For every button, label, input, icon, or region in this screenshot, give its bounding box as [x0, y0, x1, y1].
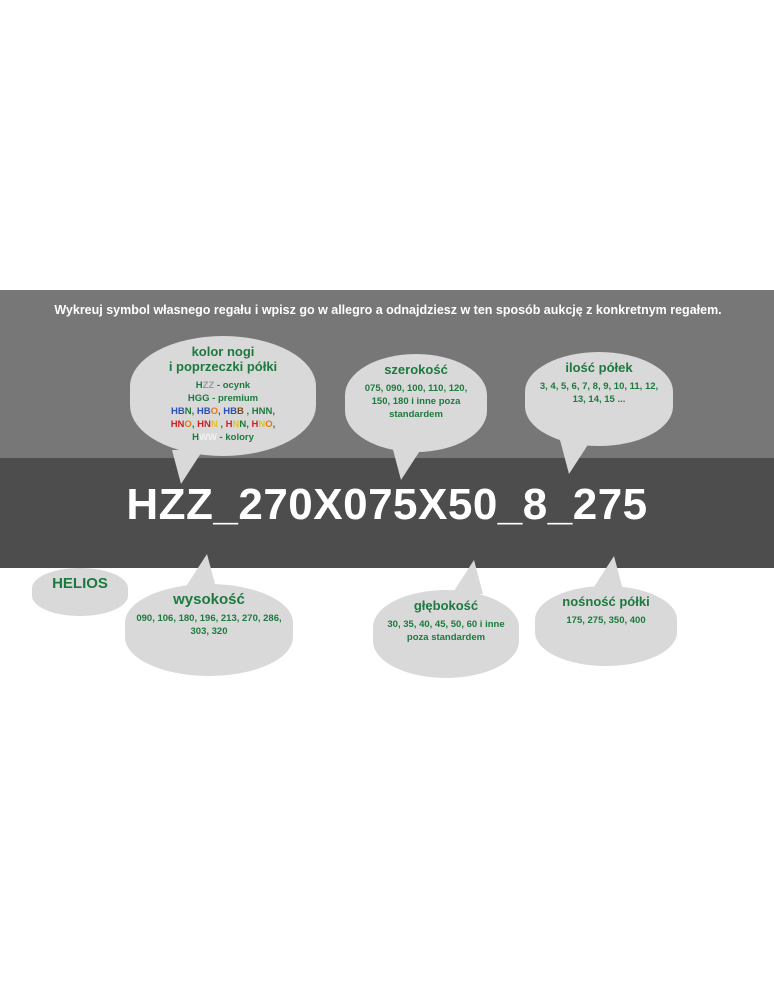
callout-tail-glebokosc — [452, 560, 483, 594]
callout-title-ilosc-polek: ilość półek — [565, 360, 633, 375]
symbol-explainer-diagram — [0, 290, 774, 690]
callout-ilosc-polek — [525, 352, 673, 446]
callout-helios — [32, 568, 128, 616]
callout-szerokosc — [345, 354, 487, 452]
callout-tail-kolor-nogi — [172, 450, 203, 484]
instruction-headline: Wykreuj symbol własnego regału i wpisz go w allegro a odnajdziesz w ten sposób aukcję z konkretnym regałem. — [54, 303, 722, 317]
callout-body-wysokosc: 090, 106, 180, 196, 213, 270, 286, 303, 320 — [136, 613, 282, 637]
callout-nosnosc-polki — [535, 586, 677, 666]
callout-title-nosnosc-polki: nośność półki — [562, 594, 650, 609]
callout-title-helios: HELIOS — [52, 575, 108, 592]
callout-kolor-nogi — [130, 336, 316, 456]
callout-tail-nosnosc-polki — [592, 556, 623, 590]
callout-wysokosc — [125, 584, 293, 676]
callout-title-glebokosc: głębokość — [413, 598, 479, 613]
callout-tail-wysokosc — [185, 554, 216, 588]
callout-body-glebokosc: 30, 35, 40, 45, 50, 60 i inne poza standardem — [387, 619, 505, 643]
callout-glebokosc — [373, 590, 519, 678]
callout-body-nosnosc-polki: 175, 275, 350, 400 — [566, 615, 646, 626]
callout-title-wysokosc: wysokość — [173, 591, 245, 608]
product-code-string: HZZ_270X075X50_8_275 — [126, 480, 648, 529]
callout-title-kolor-nogi: kolor nogi i poprzeczki półki — [168, 344, 278, 374]
callout-body-ilosc-polek: 3, 4, 5, 6, 7, 8, 9, 10, 11, 12, 13, 14, 15 ... — [539, 381, 659, 405]
callout-body-szerokosc: 075, 090, 100, 110, 120, 150, 180 i inne poza standardem — [364, 383, 468, 420]
callout-title-szerokosc: szerokość — [384, 362, 448, 377]
callout-body-kolor-nogi: HZZ - ocynk HGG - premium HBN, HBO, HBB , HNN, HNO, HNN , HNN, HNO, HWW - kolory — [170, 380, 276, 443]
